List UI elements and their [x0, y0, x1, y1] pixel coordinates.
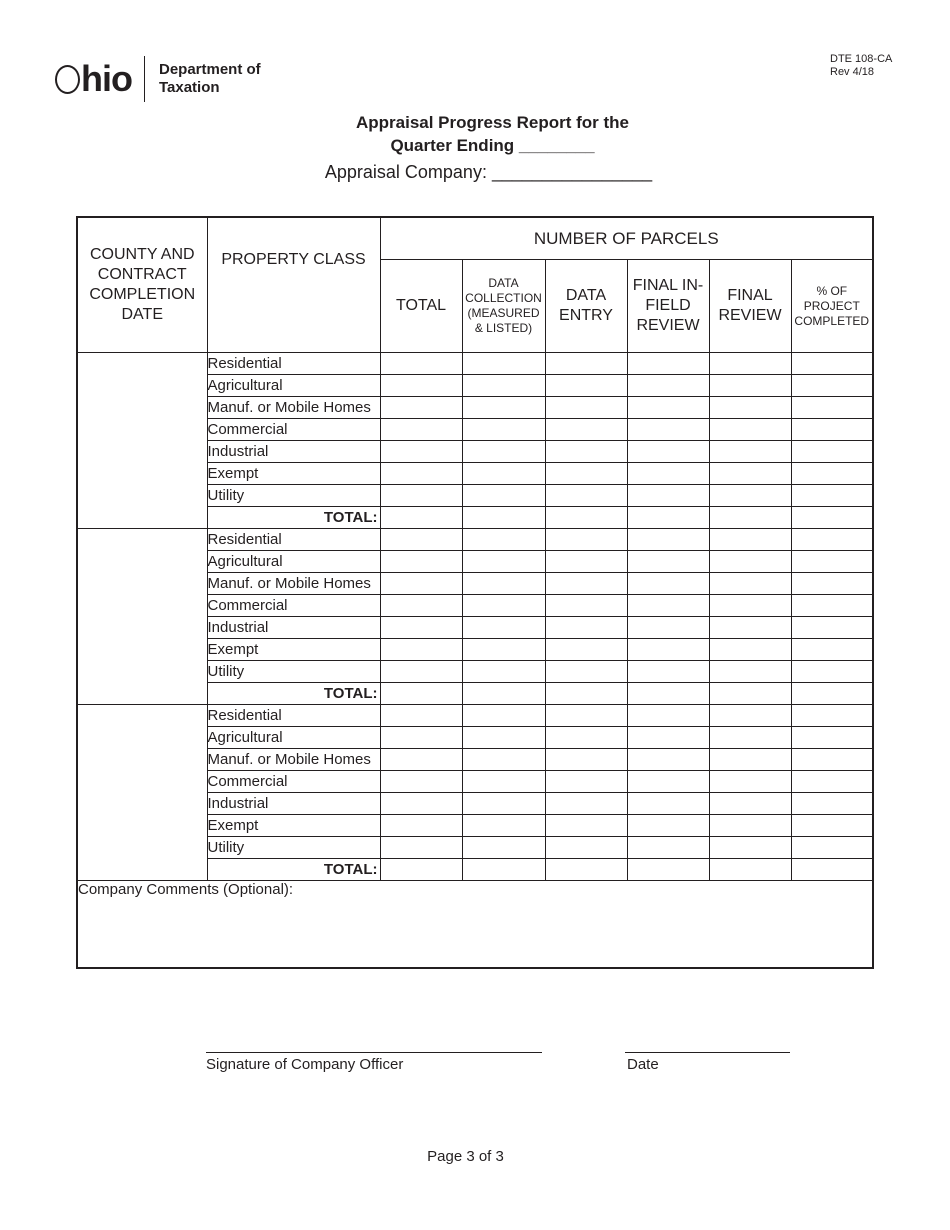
- property-class-label: Manuf. or Mobile Homes: [207, 397, 380, 419]
- total-cell[interactable]: [380, 595, 462, 617]
- pct-completed-cell[interactable]: [791, 727, 873, 749]
- number-of-parcels-header: NUMBER OF PARCELS: [380, 217, 873, 260]
- property-class-label: Industrial: [207, 617, 380, 639]
- ohio-logo: [55, 56, 261, 102]
- final-infield-review-cell[interactable]: [627, 815, 709, 837]
- data-entry-cell[interactable]: [545, 419, 627, 441]
- total-cell[interactable]: [380, 419, 462, 441]
- data-entry-cell[interactable]: [545, 441, 627, 463]
- data-collection-cell[interactable]: [462, 507, 545, 529]
- pct-completed-cell[interactable]: [791, 573, 873, 595]
- data-collection-cell[interactable]: [462, 529, 545, 551]
- total-cell[interactable]: [380, 507, 462, 529]
- data-entry-cell[interactable]: [545, 859, 627, 881]
- property-class-label: Exempt: [207, 639, 380, 661]
- page-number: Page 3 of 3: [427, 1148, 504, 1165]
- data-collection-cell[interactable]: [462, 551, 545, 573]
- property-class-label: Residential: [207, 353, 380, 375]
- property-class-label: Agricultural: [207, 375, 380, 397]
- total-cell[interactable]: [380, 441, 462, 463]
- data-collection-cell[interactable]: [462, 661, 545, 683]
- data-collection-cell[interactable]: [462, 815, 545, 837]
- final-infield-review-cell[interactable]: [627, 727, 709, 749]
- final-review-cell[interactable]: [709, 529, 791, 551]
- total-cell[interactable]: [380, 551, 462, 573]
- final-review-cell[interactable]: [709, 441, 791, 463]
- property-class-label: Commercial: [207, 595, 380, 617]
- pct-completed-cell[interactable]: [791, 485, 873, 507]
- pct-completed-cell[interactable]: [791, 815, 873, 837]
- property-class-label: Exempt: [207, 463, 380, 485]
- final-review-cell[interactable]: [709, 375, 791, 397]
- total-cell[interactable]: [380, 661, 462, 683]
- pct-completed-cell[interactable]: [791, 441, 873, 463]
- final-infield-review-header: FINAL IN-FIELD REVIEW: [627, 260, 709, 353]
- signature-line[interactable]: [206, 1052, 542, 1053]
- property-class-label: Residential: [207, 529, 380, 551]
- total-cell[interactable]: [380, 815, 462, 837]
- final-review-cell[interactable]: [709, 859, 791, 881]
- final-review-header: FINAL REVIEW: [709, 260, 791, 353]
- data-entry-cell[interactable]: [545, 595, 627, 617]
- data-entry-cell[interactable]: [545, 771, 627, 793]
- form-number: DTE 108-CA: [830, 53, 893, 65]
- data-entry-cell[interactable]: [545, 837, 627, 859]
- date-line[interactable]: [625, 1052, 790, 1053]
- data-entry-cell[interactable]: [545, 705, 627, 727]
- total-cell[interactable]: [380, 793, 462, 815]
- pct-completed-cell[interactable]: [791, 463, 873, 485]
- data-entry-cell[interactable]: [545, 793, 627, 815]
- data-collection-cell[interactable]: [462, 639, 545, 661]
- final-review-cell[interactable]: [709, 463, 791, 485]
- pct-completed-cell[interactable]: [791, 551, 873, 573]
- data-entry-cell[interactable]: [545, 463, 627, 485]
- property-class-label: Utility: [207, 837, 380, 859]
- property-class-label: Exempt: [207, 815, 380, 837]
- property-class-label: Manuf. or Mobile Homes: [207, 749, 380, 771]
- pct-completed-cell[interactable]: [791, 529, 873, 551]
- total-label: TOTAL:: [207, 507, 380, 529]
- logo-text: hio: [81, 58, 132, 99]
- data-collection-cell[interactable]: [462, 749, 545, 771]
- data-entry-cell[interactable]: [545, 573, 627, 595]
- report-title-line1: Appraisal Progress Report for the: [355, 113, 629, 132]
- total-cell[interactable]: [380, 485, 462, 507]
- final-infield-review-cell[interactable]: [627, 573, 709, 595]
- final-infield-review-cell[interactable]: [627, 375, 709, 397]
- data-entry-cell[interactable]: [545, 815, 627, 837]
- county-header: COUNTY AND CONTRACT COMPLETION DATE: [77, 217, 207, 353]
- final-infield-review-cell[interactable]: [627, 705, 709, 727]
- data-collection-cell[interactable]: [462, 441, 545, 463]
- final-review-cell[interactable]: [709, 639, 791, 661]
- data-entry-cell[interactable]: [545, 639, 627, 661]
- data-collection-cell[interactable]: [462, 837, 545, 859]
- total-label: TOTAL:: [207, 683, 380, 705]
- company-comments-field[interactable]: [77, 881, 873, 969]
- company-comments-label: Company Comments (Optional):: [78, 881, 294, 898]
- final-review-cell[interactable]: [709, 771, 791, 793]
- property-class-label: Manuf. or Mobile Homes: [207, 573, 380, 595]
- total-cell[interactable]: [380, 617, 462, 639]
- final-review-cell[interactable]: [709, 793, 791, 815]
- data-entry-cell[interactable]: [545, 749, 627, 771]
- final-infield-review-cell[interactable]: [627, 507, 709, 529]
- total-cell[interactable]: [380, 639, 462, 661]
- total-cell[interactable]: [380, 749, 462, 771]
- final-review-cell[interactable]: [709, 749, 791, 771]
- data-collection-header: DATA COLLECTION (MEASURED & LISTED): [462, 260, 545, 353]
- data-collection-cell[interactable]: [462, 485, 545, 507]
- total-cell[interactable]: [380, 727, 462, 749]
- final-infield-review-cell[interactable]: [627, 793, 709, 815]
- final-review-cell[interactable]: [709, 573, 791, 595]
- final-review-cell[interactable]: [709, 485, 791, 507]
- pct-completed-cell[interactable]: [791, 661, 873, 683]
- final-infield-review-cell[interactable]: [627, 353, 709, 375]
- table-row: [77, 353, 873, 375]
- form-revision: Rev 4/18: [830, 66, 875, 78]
- final-infield-review-cell[interactable]: [627, 661, 709, 683]
- pct-completed-cell[interactable]: [791, 375, 873, 397]
- data-collection-cell[interactable]: [462, 793, 545, 815]
- county-completion-date-cell[interactable]: [77, 705, 207, 881]
- property-class-label: Industrial: [207, 793, 380, 815]
- final-infield-review-cell[interactable]: [627, 639, 709, 661]
- data-entry-cell[interactable]: [545, 485, 627, 507]
- pct-completed-cell[interactable]: [791, 419, 873, 441]
- pct-completed-cell[interactable]: [791, 617, 873, 639]
- final-review-cell[interactable]: [709, 551, 791, 573]
- data-collection-cell[interactable]: [462, 397, 545, 419]
- data-collection-cell[interactable]: [462, 463, 545, 485]
- pct-completed-header: % OF PROJECT COMPLETED: [791, 260, 873, 353]
- form-identifier: [830, 53, 892, 79]
- total-label: TOTAL:: [207, 859, 380, 881]
- property-class-label: Commercial: [207, 419, 380, 441]
- final-infield-review-cell[interactable]: [627, 771, 709, 793]
- final-review-cell[interactable]: [709, 705, 791, 727]
- total-cell[interactable]: [380, 705, 462, 727]
- ohio-o-circle-icon: [55, 65, 80, 94]
- data-entry-cell[interactable]: [545, 353, 627, 375]
- data-collection-cell[interactable]: [462, 859, 545, 881]
- pct-completed-cell[interactable]: [791, 749, 873, 771]
- county-completion-date-cell[interactable]: [77, 353, 207, 529]
- data-collection-cell[interactable]: [462, 617, 545, 639]
- data-entry-cell[interactable]: [545, 683, 627, 705]
- final-review-cell[interactable]: [709, 353, 791, 375]
- department-name: [159, 61, 261, 97]
- pct-completed-cell[interactable]: [791, 639, 873, 661]
- data-collection-cell[interactable]: [462, 595, 545, 617]
- final-review-cell[interactable]: [709, 815, 791, 837]
- total-cell[interactable]: [380, 353, 462, 375]
- final-review-cell[interactable]: [709, 683, 791, 705]
- final-infield-review-cell[interactable]: [627, 419, 709, 441]
- total-cell[interactable]: [380, 771, 462, 793]
- final-infield-review-cell[interactable]: [627, 683, 709, 705]
- data-entry-cell[interactable]: [545, 727, 627, 749]
- report-title-line2[interactable]: Quarter Ending ________: [390, 136, 595, 155]
- property-class-label: Utility: [207, 661, 380, 683]
- total-cell[interactable]: [380, 573, 462, 595]
- data-entry-cell[interactable]: [545, 397, 627, 419]
- property-class-label: Agricultural: [207, 551, 380, 573]
- property-class-label: Industrial: [207, 441, 380, 463]
- table-row: [77, 529, 873, 551]
- pct-completed-cell[interactable]: [791, 595, 873, 617]
- total-cell[interactable]: [380, 683, 462, 705]
- logo-divider: [144, 56, 145, 102]
- data-entry-header: DATA ENTRY: [545, 260, 627, 353]
- total-cell[interactable]: [380, 837, 462, 859]
- property-class-label: Residential: [207, 705, 380, 727]
- property-class-label: Agricultural: [207, 727, 380, 749]
- property-class-label: Commercial: [207, 771, 380, 793]
- total-cell[interactable]: [380, 529, 462, 551]
- table-row: [77, 705, 873, 727]
- pct-completed-cell[interactable]: [791, 793, 873, 815]
- department-line2: Taxation: [158, 79, 220, 96]
- data-collection-cell[interactable]: [462, 727, 545, 749]
- data-entry-cell[interactable]: [545, 375, 627, 397]
- data-entry-cell[interactable]: [545, 529, 627, 551]
- final-review-cell[interactable]: [709, 397, 791, 419]
- property-class-header: PROPERTY CLASS: [207, 217, 380, 353]
- final-review-cell[interactable]: [709, 419, 791, 441]
- data-collection-cell[interactable]: [462, 705, 545, 727]
- final-infield-review-cell[interactable]: [627, 595, 709, 617]
- total-cell[interactable]: [380, 463, 462, 485]
- pct-completed-cell[interactable]: [791, 771, 873, 793]
- final-infield-review-cell[interactable]: [627, 397, 709, 419]
- total-header: TOTAL: [380, 260, 462, 353]
- pct-completed-cell[interactable]: [791, 859, 873, 881]
- total-cell[interactable]: [380, 859, 462, 881]
- property-class-label: Utility: [207, 485, 380, 507]
- pct-completed-cell[interactable]: [791, 507, 873, 529]
- total-cell[interactable]: [380, 397, 462, 419]
- pct-completed-cell[interactable]: [791, 353, 873, 375]
- data-collection-cell[interactable]: [462, 683, 545, 705]
- pct-completed-cell[interactable]: [791, 837, 873, 859]
- data-entry-cell[interactable]: [545, 617, 627, 639]
- ohio-wordmark: [55, 58, 132, 99]
- final-review-cell[interactable]: [709, 617, 791, 639]
- final-infield-review-cell[interactable]: [627, 485, 709, 507]
- final-review-cell[interactable]: [709, 595, 791, 617]
- data-entry-cell[interactable]: [545, 551, 627, 573]
- data-collection-cell[interactable]: [462, 353, 545, 375]
- county-completion-date-cell[interactable]: [77, 529, 207, 705]
- final-infield-review-cell[interactable]: [627, 617, 709, 639]
- data-collection-cell[interactable]: [462, 419, 545, 441]
- date-label: Date: [627, 1056, 659, 1073]
- final-review-cell[interactable]: [709, 837, 791, 859]
- data-collection-cell[interactable]: [462, 375, 545, 397]
- appraisal-company-field[interactable]: Appraisal Company: ________________: [324, 162, 653, 182]
- pct-completed-cell[interactable]: [791, 683, 873, 705]
- final-infield-review-cell[interactable]: [627, 749, 709, 771]
- final-infield-review-cell[interactable]: [627, 463, 709, 485]
- parcels-table: [76, 216, 874, 969]
- data-collection-cell[interactable]: [462, 573, 545, 595]
- data-collection-cell[interactable]: [462, 771, 545, 793]
- total-cell[interactable]: [380, 375, 462, 397]
- pct-completed-cell[interactable]: [791, 397, 873, 419]
- data-entry-cell[interactable]: [545, 661, 627, 683]
- table-body: [77, 353, 873, 881]
- final-infield-review-cell[interactable]: [627, 859, 709, 881]
- final-infield-review-cell[interactable]: [627, 551, 709, 573]
- final-review-cell[interactable]: [709, 661, 791, 683]
- final-infield-review-cell[interactable]: [627, 529, 709, 551]
- final-infield-review-cell[interactable]: [627, 441, 709, 463]
- department-line1: Department of: [158, 61, 261, 78]
- data-entry-cell[interactable]: [545, 507, 627, 529]
- final-review-cell[interactable]: [709, 507, 791, 529]
- final-review-cell[interactable]: [709, 727, 791, 749]
- pct-completed-cell[interactable]: [791, 705, 873, 727]
- signature-label: Signature of Company Officer: [206, 1056, 404, 1073]
- final-infield-review-cell[interactable]: [627, 837, 709, 859]
